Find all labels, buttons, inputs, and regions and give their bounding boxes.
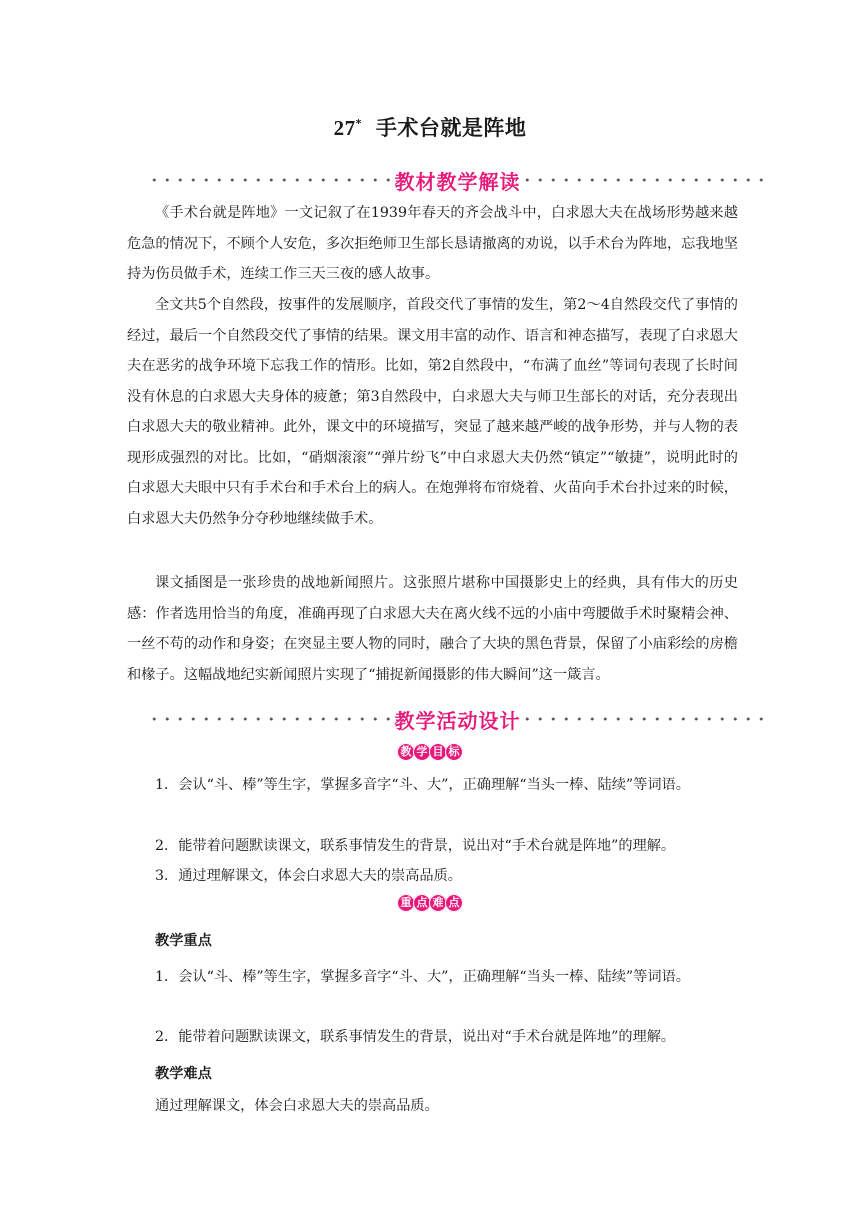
dotted-line-right <box>523 716 766 722</box>
dotted-line-right <box>523 177 766 183</box>
teaching-goals-badge <box>0 743 860 761</box>
difficult-point-text: 通过理解课文，体会白求恩大夫的崇高品质。 <box>155 1098 439 1114</box>
section-divider-interpretation <box>150 165 765 195</box>
badge-char: 学 <box>413 743 431 761</box>
key-point-item-1: 1．会认“斗、棒”等生字，掌握多音字“斗、大”，正确理解“当头一棒、陆续”等词语。 <box>155 969 690 985</box>
section-heading-activity: 教学活动设计 <box>394 708 521 733</box>
goal-item-1: 1．会认“斗、棒”等生字，掌握多音字“斗、大”，正确理解“当头一棒、陆续”等词语。 <box>155 777 690 793</box>
key-points-heading: 教学重点 <box>155 933 212 949</box>
lesson-title-text: 手术台就是阵地 <box>375 116 527 140</box>
badge-char: 点 <box>445 894 463 912</box>
key-difficult-badge <box>0 894 860 912</box>
lesson-mark: * <box>355 117 362 130</box>
goal-item-3: 3．通过理解课文，体会白求恩大夫的崇高品质。 <box>155 868 462 884</box>
interpretation-paragraph-3: 课文插图是一张珍贵的战地新闻照片。这张照片堪称中国摄影史上的经典，具有伟大的历史感：作者选用恰当的角度，准确再现了白求恩大夫在离火线不远的小庙中弯腰做手术时聚精会神、一丝不苟的动作和身姿；在突显主要人物的同时，融合了大块的黑色背景，保留了小庙彩绘的房檐和椽子。这幅战地纪实新闻照片实现了“捕捉新闻摄影的伟大瞬间”这一箴言。 <box>127 575 738 683</box>
badge-char: 目 <box>429 743 447 761</box>
section-heading-interpretation: 教材教学解读 <box>394 169 521 194</box>
key-point-item-2: 2．能带着问题默读课文，联系事情发生的背景，说出对“手术台就是阵地”的理解。 <box>155 1029 676 1045</box>
dotted-line-left <box>150 177 393 183</box>
dotted-line-left <box>150 716 393 722</box>
interpretation-paragraph-1: 《手术台就是阵地》一文记叙了在1939年春天的齐会战斗中，白求恩大夫在战场形势越来越危急的情况下，不顾个人安危，多次拒绝师卫生部长恳请撤离的劝说，以手术台为阵地，忘我地坚持为伤员做手术，连续工作三天三夜的感人故事。 <box>127 205 738 282</box>
badge-char: 难 <box>429 894 447 912</box>
lesson-title <box>0 112 860 142</box>
interpretation-paragraph-2: 全文共5个自然段，按事件的发展顺序，首段交代了事情的发生，第2～4自然段交代了事情的经过，最后一个自然段交代了事情的结果。课文用丰富的动作、语言和神态描写，表现了白求恩大夫在恶劣的战争环境下忘我工作的情形。比如，第2自然段中，“布满了血丝”等词句表现了长时间没有休息的白求恩大夫身体的疲惫；第3自然段中，白求恩大夫与师卫生部长的对话，充分表现出白求恩大夫的敬业精神。此外，课文中的环境描写，突显了越来越严峻的战争形势，并与人物的表现形成强烈的对比。比如，“硝烟滚滚”“弹片纷飞”中白求恩大夫仍然“镇定”“敏捷”，说明此时的白求恩大夫眼中只有手术台和手术台上的病人。在炮弹将布帘烧着、火苗向手术台扑过来的时候，白求恩大夫仍然争分夺秒地继续做手术。 <box>127 297 738 527</box>
badge-char: 重 <box>397 894 415 912</box>
section-divider-activity <box>150 704 765 734</box>
goal-item-2: 2．能带着问题默读课文，联系事情发生的背景，说出对“手术台就是阵地”的理解。 <box>155 838 676 854</box>
lesson-number: 27 <box>333 116 356 140</box>
difficult-points-heading: 教学难点 <box>155 1066 212 1082</box>
badge-char: 点 <box>413 894 431 912</box>
badge-char: 教 <box>397 743 415 761</box>
badge-char: 标 <box>445 743 463 761</box>
